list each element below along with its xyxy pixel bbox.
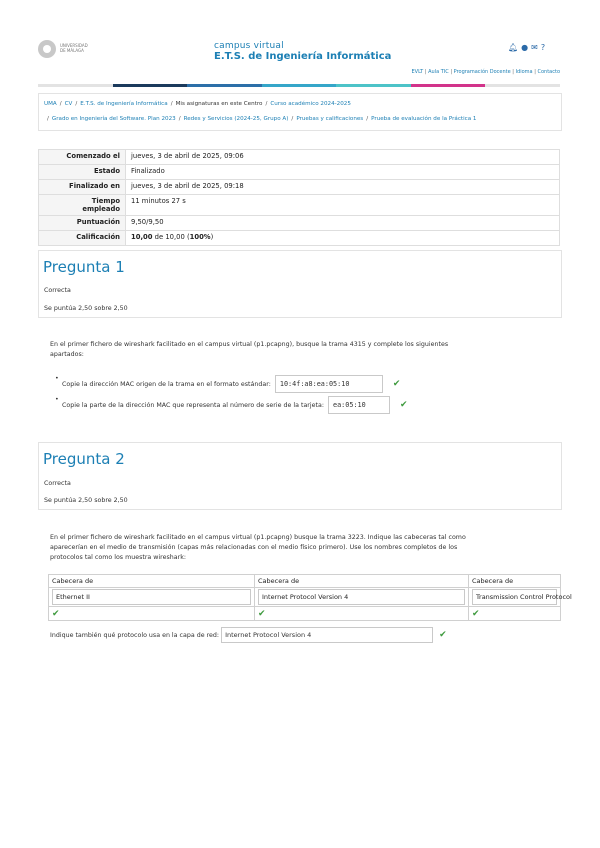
time-value: 11 minutos 27 s [126,195,560,216]
finished-value: jueves, 3 de abril de 2025, 09:18 [126,180,560,195]
question-status: Correcta [44,480,71,487]
link-contacto[interactable]: Contacto [537,69,560,75]
answer-cell [255,588,469,607]
crumb-pruebas[interactable]: Pruebas y calificaciones [296,116,364,122]
finished-label: Finalizado en [39,180,126,195]
logo-text: UNIVERSIDAD DE MÁLAGA [60,43,88,53]
check-cell [469,607,561,621]
question-2-info [38,442,562,510]
crumb-grado[interactable]: Grado en Ingeniería del Software. Plan 2023 [51,116,176,122]
crumb-uma[interactable]: UMA [44,101,57,107]
umalogo[interactable] [38,40,88,60]
answer-cell [49,588,255,607]
header-answer-input[interactable]: Ethernet II [52,589,251,605]
question-title: Pregunta 1 [43,258,125,276]
link-aula-tic[interactable]: Aula TIC [428,69,449,75]
color-bar-segment [485,84,560,87]
breadcrumb-line-2: / Grado en Ingeniería del Software. Plan 2023 / Redes y Servicios (2024-25, Grupo A) / Pruebas y calificaciones / Prueba de evaluación de la Práctica 1 [47,116,477,122]
serial-number-input[interactable]: ea:05:10 [328,396,390,414]
breadcrumb [38,93,562,131]
column-header: Cabecera de [469,575,561,588]
link-idioma[interactable]: Idioma [515,69,533,75]
network-protocol-input[interactable]: Internet Protocol Version 4 [221,627,433,643]
column-header: Cabecera de [255,575,469,588]
color-bar-segment [262,84,337,87]
time-label [39,195,126,216]
top-links: EVLT | Aula TIC | Programación Docente | Idioma | Contacto [411,69,560,75]
mail-icon[interactable]: ✉ [531,43,541,52]
color-bar-segment [411,84,486,87]
check-cell [49,607,255,621]
color-bar-segment [38,84,113,87]
header-answer-input[interactable]: Transmission Control Protocol [472,589,557,605]
chat-icon[interactable]: ● [521,43,532,52]
crumb-prueba[interactable]: Prueba de evaluación de la Práctica 1 [371,116,477,122]
crumb-curso[interactable]: Curso académico 2024-2025 [270,101,351,107]
grade-label: Calificación [39,231,126,246]
network-protocol-row [50,627,447,643]
check-icon: ✔ [472,608,480,619]
university-seal-icon [38,40,56,58]
time-label-1: Tiempo [91,197,120,205]
check-icon: ✔ [400,400,408,410]
question-2-text: En el primer fichero de wireshark facilitado en el campus virtual (p1.pcapng) busque la trama 3223. Indique las cabeceras tal como aparecerían en el medio de transmisión (capas más relacionadas con el medio físico primero). Use los nombres completos de los protocolos tal como los muestra wireshark: [50,534,466,561]
question-score: Se puntúa 2,50 sobre 2,50 [44,305,128,312]
question-title: Pregunta 2 [43,450,125,468]
grade-value: 10,00 de 10,00 (100%) [126,231,560,246]
check-icon: ✔ [52,608,60,619]
check-cell [255,607,469,621]
question-status: Correcta [44,287,71,294]
link-evlt[interactable]: EVLT [411,69,424,75]
q1-item-1: • Copie la dirección MAC origen de la trama en el formato estándar: 10:4f:a8:ea:05:10 ✔ [62,375,400,393]
link-programacion[interactable]: Programación Docente [453,69,511,75]
color-bar [38,84,560,87]
state-value: Finalizado [126,165,560,180]
color-bar-segment [113,84,188,87]
time-label-2: empleado [82,205,120,213]
header-icons [508,43,548,52]
site-title[interactable]: E.T.S. de Ingeniería Informática [214,51,392,62]
answer-cell [469,588,572,607]
points-value: 9,50/9,50 [126,216,560,231]
breadcrumb-line-1: UMA / CV / E.T.S. de Ingeniería Informática / Mis asignaturas en este Centro / Curso académico 2024-2025 [44,101,351,107]
header-answer-input[interactable]: Internet Protocol Version 4 [258,589,465,605]
started-value: jueves, 3 de abril de 2025, 09:06 [126,150,560,165]
crumb-cv[interactable]: CV [64,101,73,107]
state-label: Estado [39,165,126,180]
points-label: Puntuación [39,216,126,231]
attempt-summary [38,149,560,246]
headers-table [48,574,572,621]
column-header: Cabecera de [49,575,255,588]
crumb-asignatura[interactable]: Redes y Servicios (2024-25, Grupo A) [183,116,289,122]
started-label: Comenzado el [39,150,126,165]
question-1-text: En el primer fichero de wireshark facilitado en el campus virtual (p1.pcapng), busque la trama 4315 y complete los siguientes apartados: [50,341,449,358]
help-icon[interactable]: ? [540,43,549,52]
check-icon: ✔ [392,379,401,389]
q1-item-2: • Copie la parte de la dirección MAC que representa al número de serie de la tarjeta: ea:05:10 ✔ [62,396,408,414]
color-bar-segment [187,84,262,87]
campus-virtual-label: campus virtual [214,41,284,51]
question-score: Se puntúa 2,50 sobre 2,50 [44,497,128,504]
bell-icon[interactable]: 🔔︎ [508,43,522,52]
color-bar-segment [336,84,411,87]
check-icon: ✔ [258,608,266,619]
crumb-etsi[interactable]: E.T.S. de Ingeniería Informática [80,101,168,107]
question-1-info [38,250,562,318]
check-icon: ✔ [439,630,447,640]
network-protocol-label: Indique también qué protocolo usa en la capa de red: [50,632,220,639]
crumb-mis-asignaturas: Mis asignaturas en este Centro [175,101,263,107]
mac-address-input[interactable]: 10:4f:a8:ea:05:10 [275,375,383,393]
